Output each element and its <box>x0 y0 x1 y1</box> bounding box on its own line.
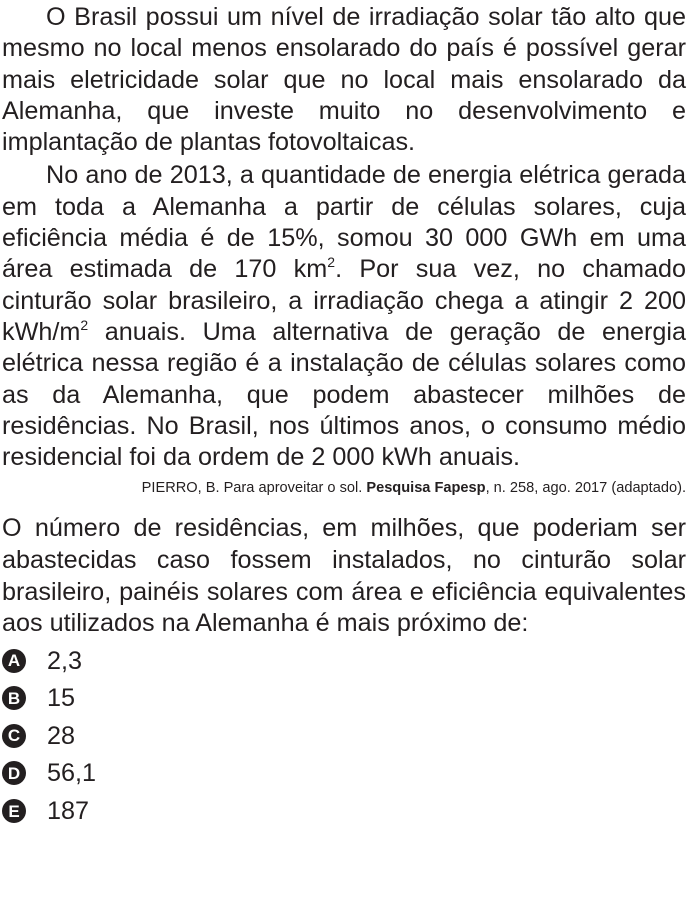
option-a-value: 2,3 <box>47 646 83 675</box>
source-citation <box>2 479 686 497</box>
source-suffix: , n. 258, ago. 2017 (adaptado). <box>485 480 686 497</box>
source-prefix: PIERRO, B. Para aproveitar o sol. <box>141 480 367 497</box>
option-e[interactable] <box>2 792 686 830</box>
text-paragraph-1: O Brasil possui um nível de irradiação solar tão alto que mesmo no local menos ensolarado do país é possível gerar mais eletricidade solar que no local mais ensolarado da Alemanha, que investe muito no desenvolvimento e implantação de plantas fotovoltaicas. <box>2 3 686 157</box>
option-d[interactable] <box>2 755 686 793</box>
option-b[interactable] <box>2 679 686 717</box>
option-a-letter-badge: A <box>2 649 26 673</box>
option-c[interactable] <box>2 717 686 755</box>
option-b-value: 15 <box>47 684 76 713</box>
paragraph-2-part-3: anuais. Uma alternativa de geração de energia elétrica nessa região é a instalação de células solares como as da Alemanha, que podem abastecer milhões de residências. No Brasil, nos últimos anos, o consumo médio residencial foi da ordem de 2 000 kWh anuais. <box>2 317 686 472</box>
option-d-value: 56,1 <box>47 759 97 788</box>
source-publication: Pesquisa Fapesp <box>366 480 486 497</box>
superscript-squared-km: 2 <box>327 254 336 271</box>
option-e-value: 187 <box>47 797 90 825</box>
paragraph-2-part-1: No ano de 2013, a quantidade de energia elétrica gerada em toda a Alemanha a partir de células solares, cuja eficiência média é de 15%, somou 30 000 GWh em uma área estimada de 170 km <box>2 161 686 284</box>
option-c-value: 28 <box>47 721 76 750</box>
option-a[interactable] <box>2 642 686 680</box>
option-c-letter-badge: C <box>2 724 26 748</box>
option-b-letter-badge: B <box>2 686 26 710</box>
answer-options <box>2 642 686 830</box>
superscript-squared-m: 2 <box>80 316 89 333</box>
option-e-letter-badge: E <box>2 799 26 823</box>
paragraph-2-part-2: . Por sua vez, no chamado cinturão solar brasileiro, a irradiação chega a atingir 2 200 kWh/m <box>2 255 686 346</box>
option-d-letter-badge: D <box>2 761 26 785</box>
text-paragraph-2 <box>2 160 686 473</box>
question-prompt: O número de residências, em milhões, que poderiam ser abastecidas caso fossem instalados, no cinturão solar brasileiro, painéis solares com área e eficiência equivalentes aos utilizados na Alemanha é mais próximo de: <box>2 514 686 638</box>
